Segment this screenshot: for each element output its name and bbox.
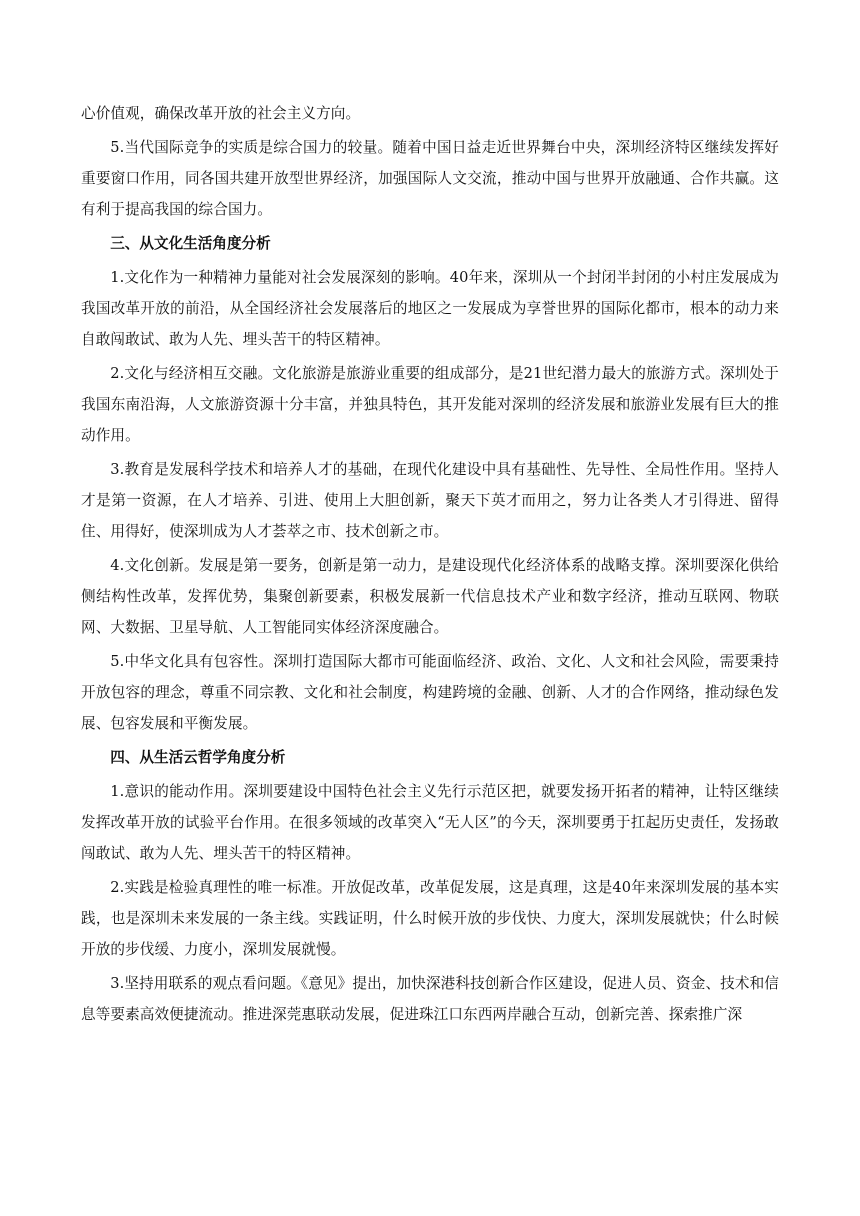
paragraph-practice-truth: 2.实践是检验真理性的唯一标准。开放促改革，改革促发展，这是真理，这是40年来深圳发展的基本实践，也是深圳未来发展的一条主线。实践证明，什么时候开放的步伐快、力度大，深圳发展就快；什么时候开放的步伐缓、力度小，深圳发展就慢。 xyxy=(81,879,779,958)
section-heading-philosophy: 四、从生活云哲学角度分析 xyxy=(110,749,286,766)
paragraph-connection-view: 3.坚持用联系的观点看问题。《意见》提出，加快深港科技创新合作区建设，促进人员、资金、技术和信息等要素高效便捷流动。推进深莞惠联动发展，促进珠江口东西两岸融合互动，创新完善、探索推广深 xyxy=(81,975,779,1023)
paragraph-continuation: 心价值观，确保改革开放的社会主义方向。 xyxy=(81,105,361,122)
section-heading-culture: 三、从文化生活角度分析 xyxy=(110,235,271,252)
paragraph-culture-spirit: 1.文化作为一种精神力量能对社会发展深刻的影响。40年来，深圳从一个封闭半封闭的小村庄发展成为我国改革开放的前沿，从全国经济社会发展落后的地区之一发展成为享誉世界的国际化都市，根本的动力来自敢闯敢试、敢为人先、埋头苦干的特区精神。 xyxy=(81,269,779,348)
paragraph-education-talent: 3.教育是发展科学技术和培养人才的基础，在现代化建设中具有基础性、先导性、全局性作用。坚持人才是第一资源，在人才培养、引进、使用上大胆创新，聚天下英才而用之，努力让各类人才引得进、留得住、用得好，使深圳成为人才荟萃之市、技术创新之市。 xyxy=(81,461,779,540)
document-body xyxy=(81,98,779,1030)
paragraph-cultural-inclusiveness: 5.中华文化具有包容性。深圳打造国际大都市可能面临经济、政治、文化、人文和社会风险，需要秉持开放包容的理念，尊重不同宗教、文化和社会制度，构建跨境的金融、创新、人才的合作网络，推动绿色发展、包容发展和平衡发展。 xyxy=(81,653,779,732)
paragraph-culture-economy: 2.文化与经济相互交融。文化旅游是旅游业重要的组成部分，是21世纪潜力最大的旅游方式。深圳处于我国东南沿海，人文旅游资源十分丰富，并独具特色，其开发能对深圳的经济发展和旅游业发展有巨大的推动作用。 xyxy=(81,365,779,444)
paragraph-international-competition: 5.当代国际竞争的实质是综合国力的较量。随着中国日益走近世界舞台中央，深圳经济特区继续发挥好重要窗口作用，同各国共建开放型世界经济，加强国际人文交流，推动中国与世界开放融通、合作共赢。这有利于提高我国的综合国力。 xyxy=(81,139,779,218)
paragraph-consciousness: 1.意识的能动作用。深圳要建设中国特色社会主义先行示范区把，就要发扬开拓者的精神，让特区继续发挥改革开放的试验平台作用。在很多领域的改革突入“无人区”的今天，深圳要勇于扛起历史责任，发扬敢闯敢试、敢为人先、埋头苦干的特区精神。 xyxy=(81,783,779,862)
paragraph-cultural-innovation: 4.文化创新。发展是第一要务，创新是第一动力，是建设现代化经济体系的战略支撑。深圳要深化供给侧结构性改革，发挥优势，集聚创新要素，积极发展新一代信息技术产业和数字经济，推动互联网、物联网、大数据、卫星导航、人工智能同实体经济深度融合。 xyxy=(81,557,779,636)
